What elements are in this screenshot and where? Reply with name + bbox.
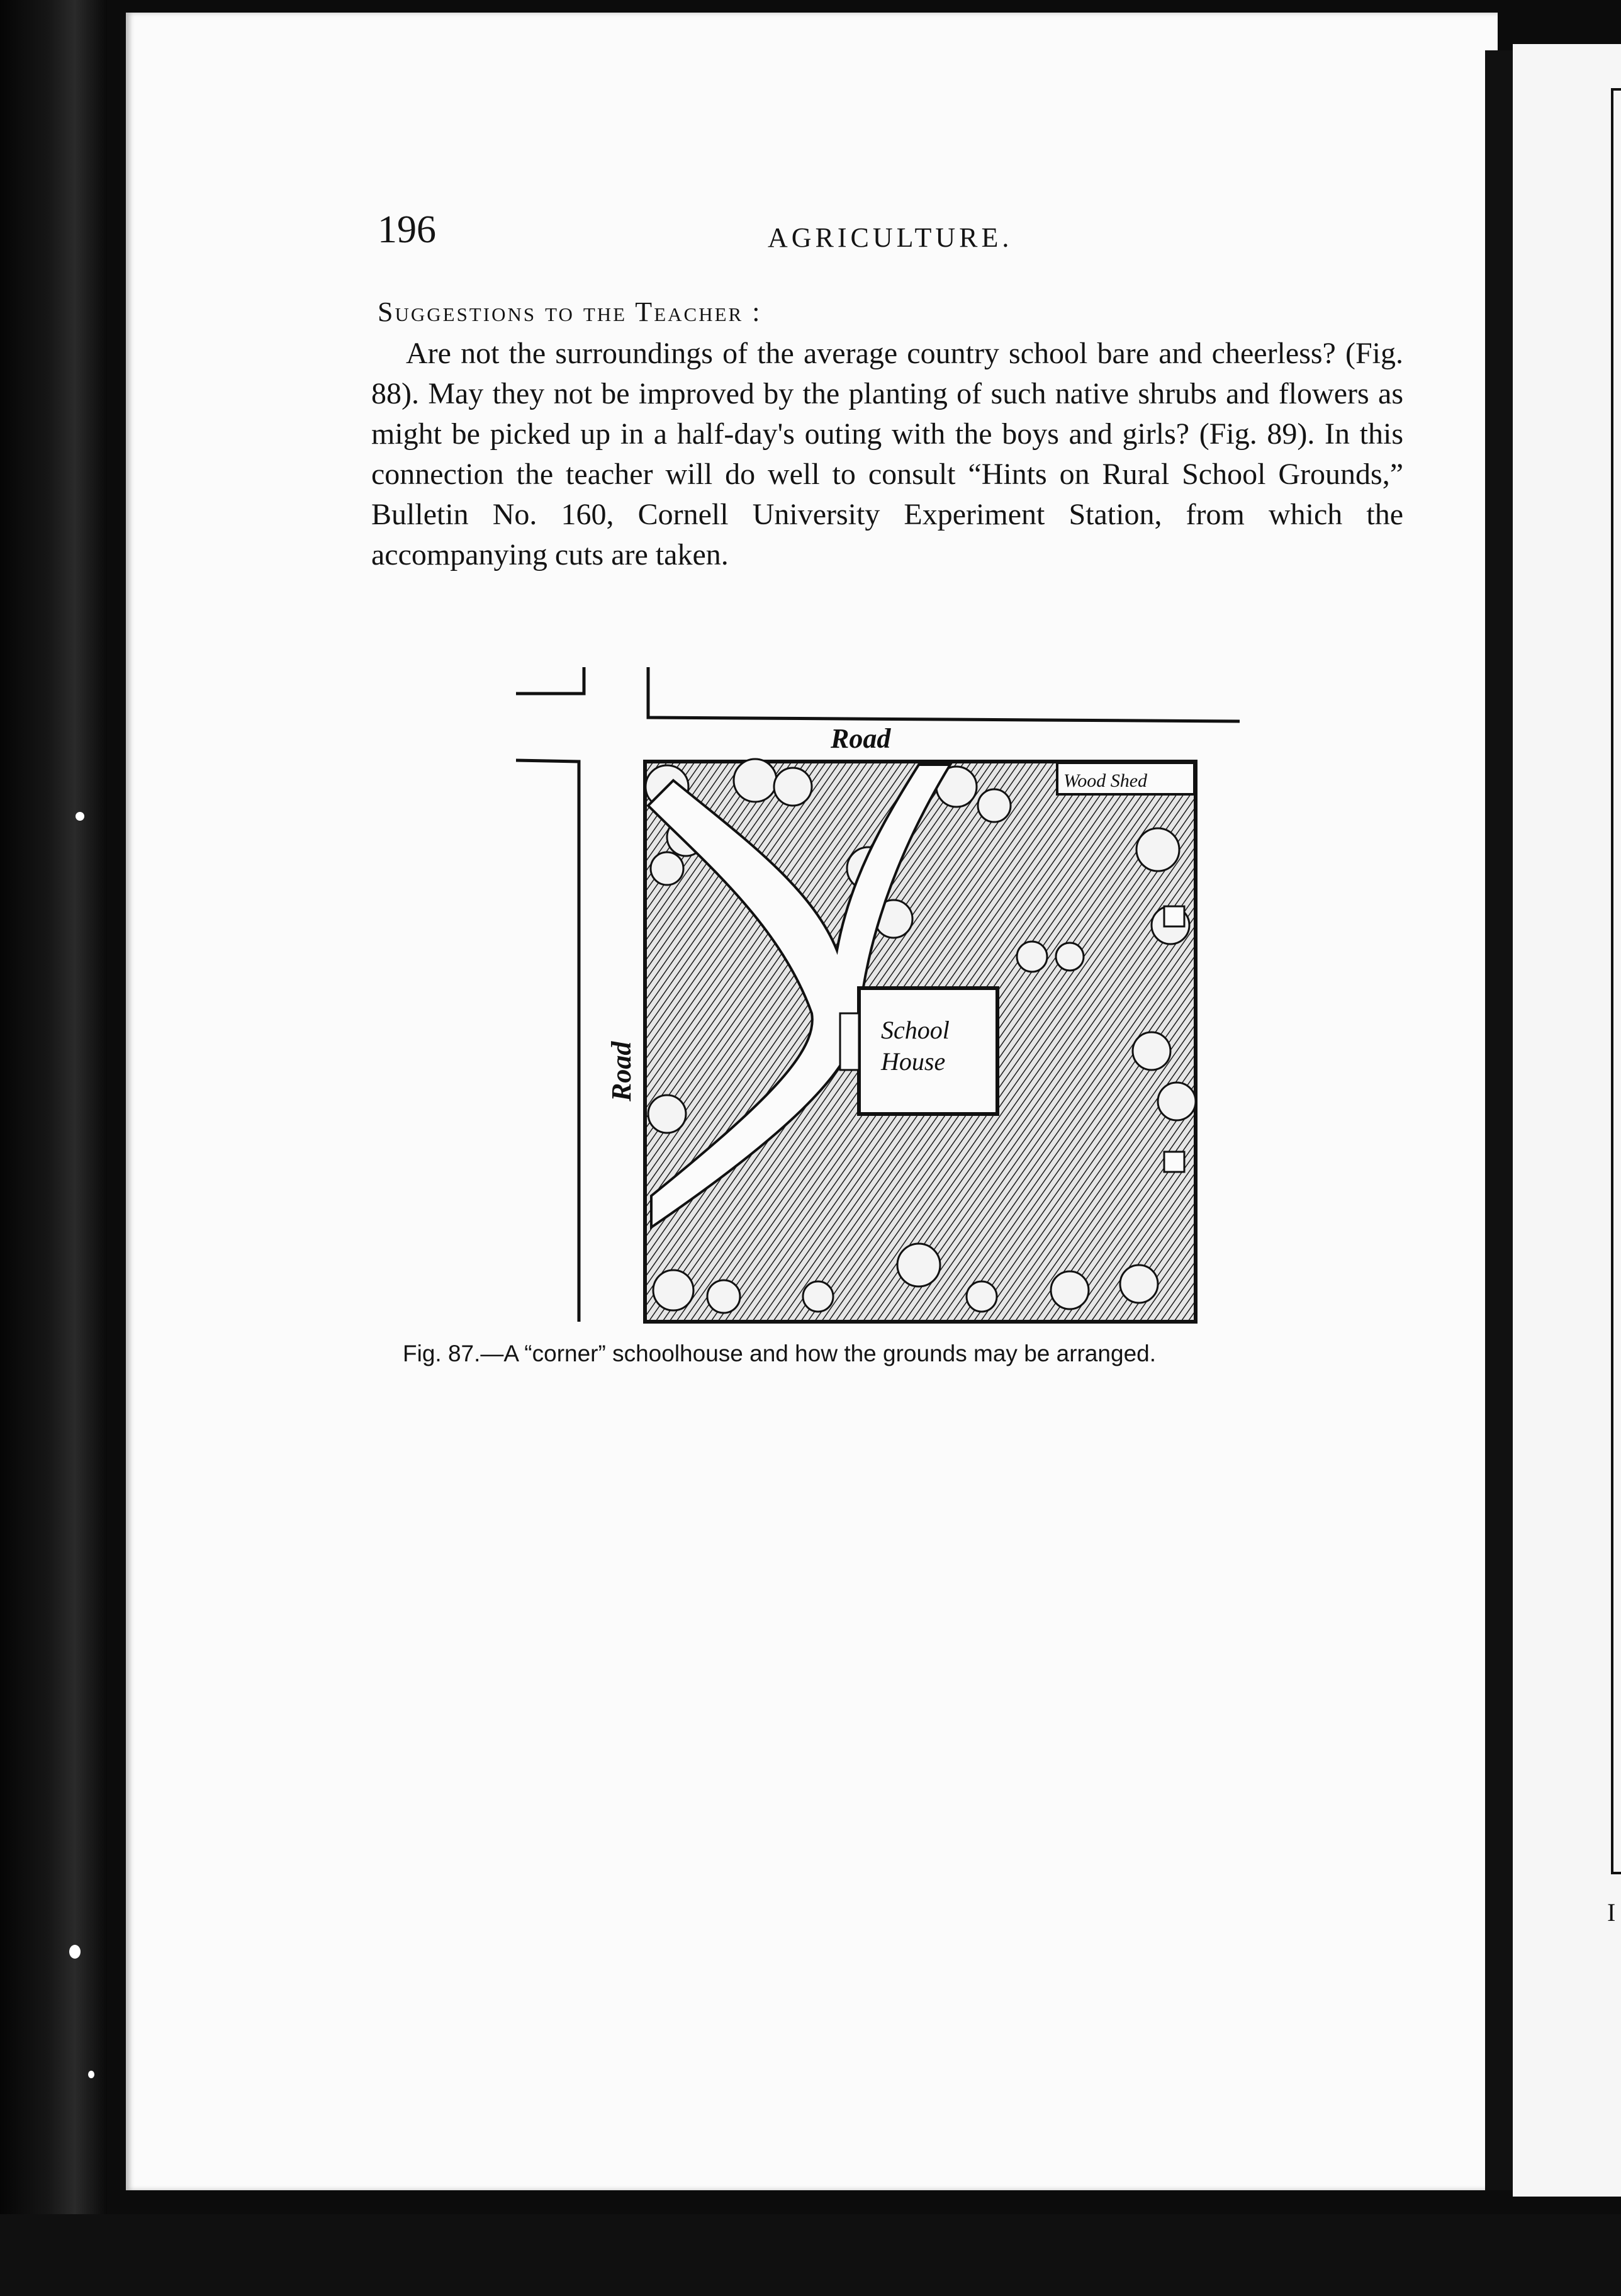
school-label: School: [881, 1016, 950, 1044]
page-header: [378, 208, 1391, 258]
road-left-label: Road: [606, 1041, 637, 1101]
body-paragraph: Are not the surroundings of the average country school bare and cheerless? (Fig. 88). May they not be improved by the planting of such native shrubs and flowers as might be picked up in a half-day's outing with the boys and girls? (Fig. 89). In this connection the teacher will do well to consult “Hints on Rural School Grounds,” Bulletin No. 160, Cornell University Experiment Station, from which the accompanying cuts are taken.: [371, 337, 1403, 571]
outbuilding: [1164, 906, 1184, 926]
page-gutter: [1485, 50, 1513, 2190]
scan-speck: [88, 2071, 94, 2078]
road-top-label: Road: [831, 723, 891, 754]
page-number: 196: [378, 208, 436, 251]
book-binding-edge: [0, 0, 107, 2296]
next-page-edge: [1513, 44, 1621, 2197]
next-page-figure-frame: [1611, 88, 1621, 1874]
outbuilding: [1164, 1152, 1184, 1172]
next-page-fragment: I: [1607, 1898, 1616, 1927]
section-heading: Suggestions to the Teacher :: [378, 296, 762, 327]
running-head: AGRICULTURE.: [768, 222, 1013, 253]
schoolyard-plan: [516, 661, 1259, 1341]
scan-speck: [69, 1945, 81, 1959]
scanner-bottom-edge: [0, 2214, 1621, 2296]
figure-87: [516, 661, 1259, 1341]
house-label: House: [881, 1047, 946, 1076]
schoolhouse-steps: [840, 1013, 859, 1070]
figure-caption: Fig. 87.—A “corner” schoolhouse and how the grounds may be arranged.: [403, 1341, 1157, 1366]
wood-shed-label: Wood Shed: [1063, 770, 1148, 791]
scan-speck: [76, 812, 84, 821]
